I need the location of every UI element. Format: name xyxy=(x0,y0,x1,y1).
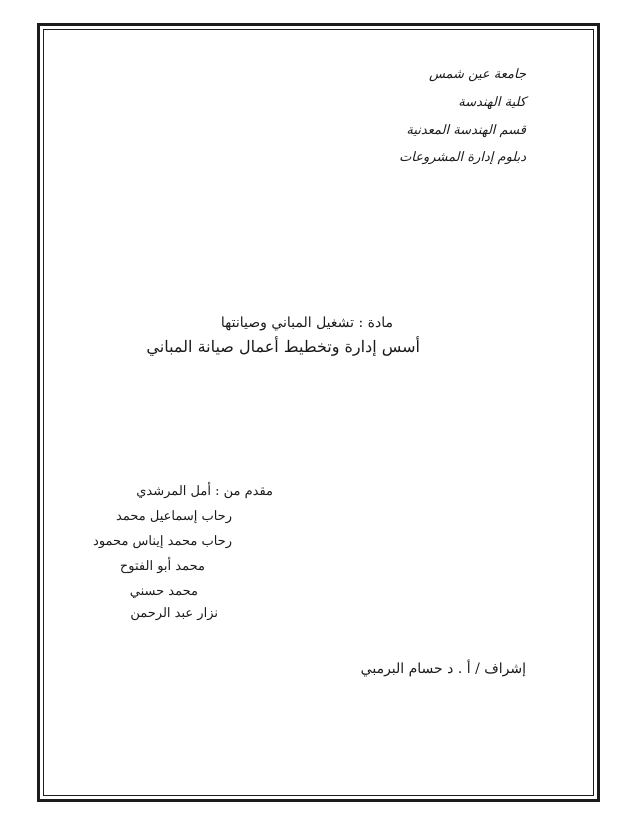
student-name: محمد حسني xyxy=(129,584,198,599)
department-name: قسم الهندسة المعدنية xyxy=(406,123,526,138)
faculty-name: كلية الهندسة xyxy=(458,95,526,110)
student-name: رحاب محمد إيناس محمود xyxy=(93,534,232,549)
supervisor-line: إشراف / أ . د حسام البرمبي xyxy=(360,661,526,677)
diploma-name: دبلوم إدارة المشروعات xyxy=(399,150,526,165)
university-name: جامعة عين شمس xyxy=(428,67,526,82)
report-title: أسس إدارة وتخطيط أعمال صيانة المباني xyxy=(146,337,420,356)
student-name: رحاب إسماعيل محمد xyxy=(116,509,232,524)
course-name: مادة : تشغيل المباني وصيانتها xyxy=(220,315,393,331)
student-name: مقدم من : أمل المرشدي xyxy=(136,484,273,499)
student-name: محمد أبو الفتوح xyxy=(119,559,205,574)
student-name: نزار عبد الرحمن xyxy=(130,606,218,621)
page-border-inner xyxy=(43,29,594,796)
